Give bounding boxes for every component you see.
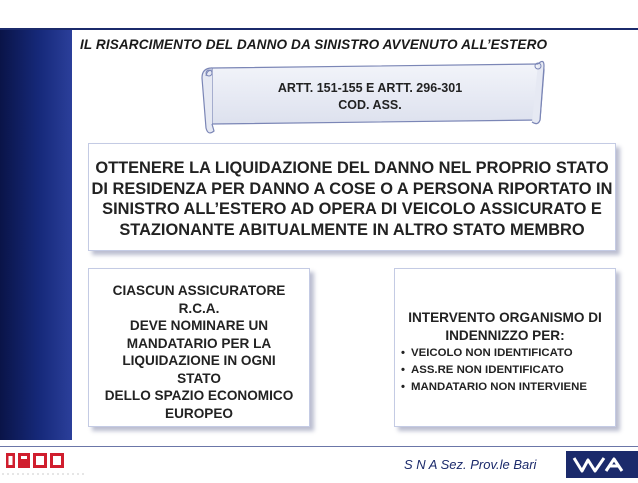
main-line: STAZIONANTE ABITUALMENTE IN ALTRO STATO MEMBRO — [119, 220, 585, 239]
bullet-item — [401, 379, 587, 396]
left-line: MANDATARIO PER LA — [126, 335, 272, 351]
main-text — [89, 158, 615, 240]
left-line: DEVE NOMINARE UN — [129, 318, 269, 333]
scroll-banner — [0, 0, 638, 140]
left-line: EUROPEO — [165, 405, 233, 421]
main-line: DI RESIDENZA PER DANNO A COSE O A PERSONA RIPORTATO IN — [91, 179, 613, 198]
bullet-item — [401, 362, 587, 379]
bullet-item — [401, 345, 587, 362]
footer-text: S N A Sez. Prov.le Bari — [404, 457, 537, 472]
bullet-icon: • — [401, 381, 405, 393]
scroll-line-1: ARTT. 151-155 E ARTT. 296-301 — [277, 81, 463, 95]
scroll-line-2: COD. ASS. — [338, 98, 402, 112]
ifo-logo — [0, 449, 90, 478]
bullet-icon: • — [401, 347, 405, 359]
bullet-text: ASS.RE NON IDENTIFICATO — [411, 364, 564, 376]
left-line: DELLO SPAZIO ECONOMICO — [104, 388, 294, 403]
bullet-icon: • — [401, 364, 405, 376]
slide-title: IL RISARCIMENTO DEL DANNO DA SINISTRO AVVENUTO ALL’ESTERO — [80, 37, 548, 52]
left-line: R.C.A. — [178, 300, 220, 316]
main-line: OTTENERE LA LIQUIDAZIONE DEL DANNO NEL PROPRIO STATO — [95, 159, 609, 177]
scroll-text — [215, 80, 525, 114]
left-line: LIQUIDAZIONE IN OGNI — [122, 353, 276, 368]
right-box — [394, 268, 616, 427]
left-box — [88, 268, 310, 427]
left-text — [89, 282, 309, 422]
right-title-line: INDENNIZZO PER: — [445, 328, 565, 343]
main-box — [88, 143, 616, 251]
footer-rule — [0, 446, 638, 447]
main-line: SINISTRO ALL’ESTERO AD OPERA DI VEICOLO ASSICURATO E — [102, 200, 602, 218]
left-line: CIASCUN ASSICURATORE — [112, 283, 286, 298]
bullet-list — [401, 345, 587, 396]
sna-logo — [566, 451, 638, 478]
right-title-line: INTERVENTO ORGANISMO DI — [408, 310, 602, 325]
bullet-text: VEICOLO NON IDENTIFICATO — [411, 347, 573, 359]
right-title — [395, 309, 615, 345]
left-line: STATO — [177, 370, 221, 386]
bullet-text: MANDATARIO NON INTERVIENE — [411, 381, 587, 393]
